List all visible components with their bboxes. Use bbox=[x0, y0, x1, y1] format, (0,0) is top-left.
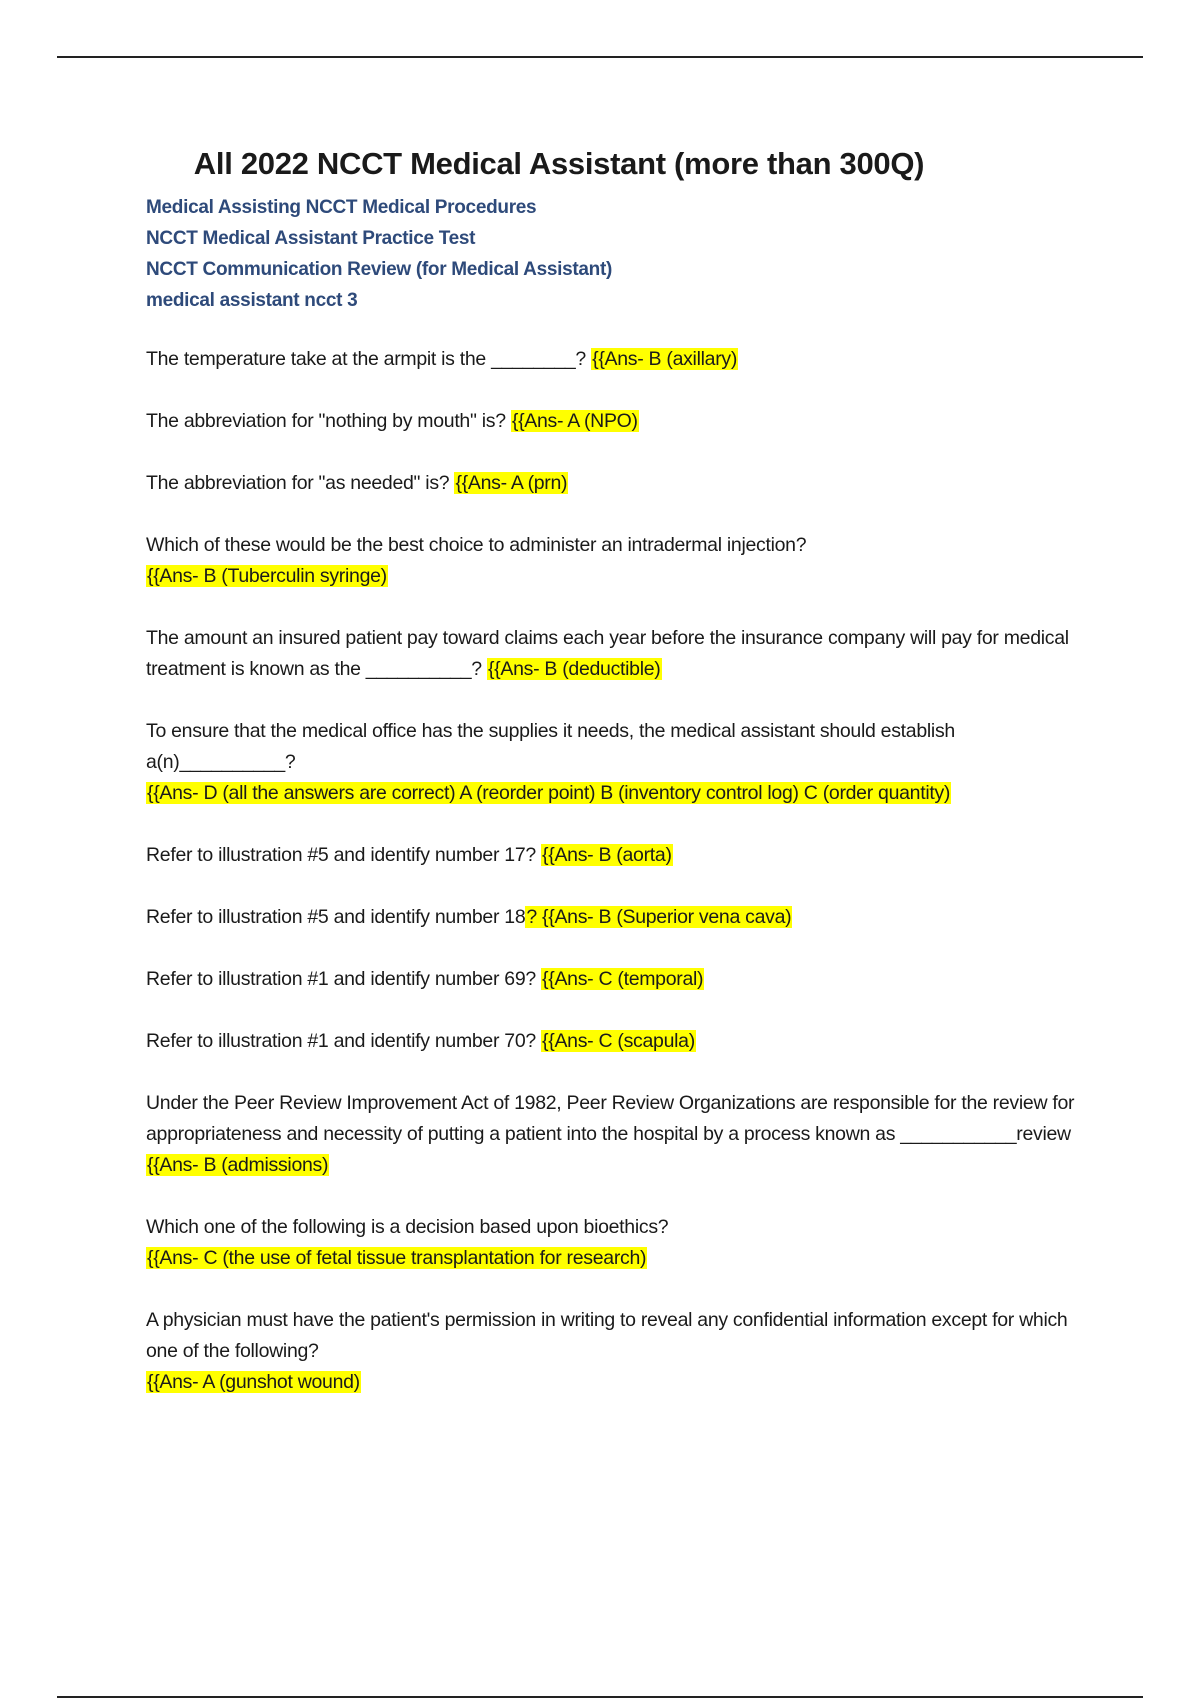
question-text: The abbreviation for "nothing by mouth" is? bbox=[146, 410, 506, 432]
question-item bbox=[146, 902, 1086, 933]
question-text: The abbreviation for "as needed" is? bbox=[146, 472, 450, 494]
question-text: Refer to illustration #5 and identify number 18 bbox=[146, 906, 526, 928]
question-item bbox=[146, 1026, 1086, 1057]
answer-text: {{Ans- D (all the answers are correct) A (reorder point) B (inventory control log) C (order quantity) bbox=[147, 782, 951, 804]
link-ncct-3[interactable]: medical assistant ncct 3 bbox=[146, 290, 358, 311]
answer-text: {{Ans- C (the use of fetal tissue transplantation for research) bbox=[147, 1247, 647, 1269]
answer-text: {{Ans- C (scapula) bbox=[542, 1030, 695, 1052]
link-medical-procedures[interactable]: Medical Assisting NCCT Medical Procedures bbox=[146, 197, 537, 218]
answer-text: {{Ans- B (Tuberculin syringe) bbox=[147, 565, 387, 587]
answer-text: {{Ans- A (prn) bbox=[455, 472, 568, 494]
answer-text: {{Ans- C (temporal) bbox=[542, 968, 704, 990]
question-item bbox=[146, 344, 1086, 375]
question-text: Which one of the following is a decision based upon bioethics? bbox=[146, 1216, 669, 1238]
question-item bbox=[146, 530, 1086, 592]
question-text: The amount an insured patient pay toward claims each year before the insurance company will pay for medical treatment is known as the __________? bbox=[146, 627, 1069, 680]
question-text: Which of these would be the best choice to administer an intradermal injection? bbox=[146, 534, 807, 556]
question-text: To ensure that the medical office has the supplies it needs, the medical assistant should establish a(n)__________? bbox=[146, 720, 955, 773]
question-item bbox=[146, 406, 1086, 437]
question-text: Refer to illustration #1 and identify number 70? bbox=[146, 1030, 536, 1052]
question-item bbox=[146, 623, 1086, 685]
question-text: Refer to illustration #5 and identify number 17? bbox=[146, 844, 536, 866]
question-text: Refer to illustration #1 and identify number 69? bbox=[146, 968, 536, 990]
answer-text: {{Ans- B (deductible) bbox=[487, 658, 661, 680]
answer-text: {{Ans- B (axillary) bbox=[592, 348, 738, 370]
question-item bbox=[146, 1088, 1086, 1181]
question-list bbox=[146, 344, 1086, 1398]
footer-rule bbox=[57, 1696, 1143, 1698]
document-title: All 2022 NCCT Medical Assistant (more than 300Q) bbox=[193, 146, 925, 181]
answer-text: {{Ans- A (gunshot wound) bbox=[147, 1371, 360, 1393]
question-item bbox=[146, 840, 1086, 871]
question-text: Under the Peer Review Improvement Act of 1982, Peer Review Organizations are responsible for the review for appropriateness and necessity of putting a patient into the hospital by a process known as ___________review bbox=[146, 1092, 1075, 1145]
document-body bbox=[146, 146, 1086, 1429]
answer-text: {{Ans- B (admissions) bbox=[147, 1154, 329, 1176]
answer-text: {{Ans- B (aorta) bbox=[542, 844, 672, 866]
link-communication-review[interactable]: NCCT Communication Review (for Medical Assistant) bbox=[146, 259, 612, 280]
question-item bbox=[146, 468, 1086, 499]
answer-text: ? {{Ans- B (Superior vena cava) bbox=[526, 906, 792, 928]
question-item bbox=[146, 716, 1086, 809]
question-item bbox=[146, 964, 1086, 995]
related-links bbox=[146, 192, 1086, 316]
question-item bbox=[146, 1212, 1086, 1274]
header-rule bbox=[57, 56, 1143, 58]
question-text: The temperature take at the armpit is the ________? bbox=[146, 348, 586, 370]
answer-text: {{Ans- A (NPO) bbox=[511, 410, 638, 432]
link-practice-test[interactable]: NCCT Medical Assistant Practice Test bbox=[146, 228, 476, 249]
question-text: A physician must have the patient's permission in writing to reveal any confidential information except for which one of the following? bbox=[146, 1309, 1068, 1362]
question-item bbox=[146, 1305, 1086, 1398]
